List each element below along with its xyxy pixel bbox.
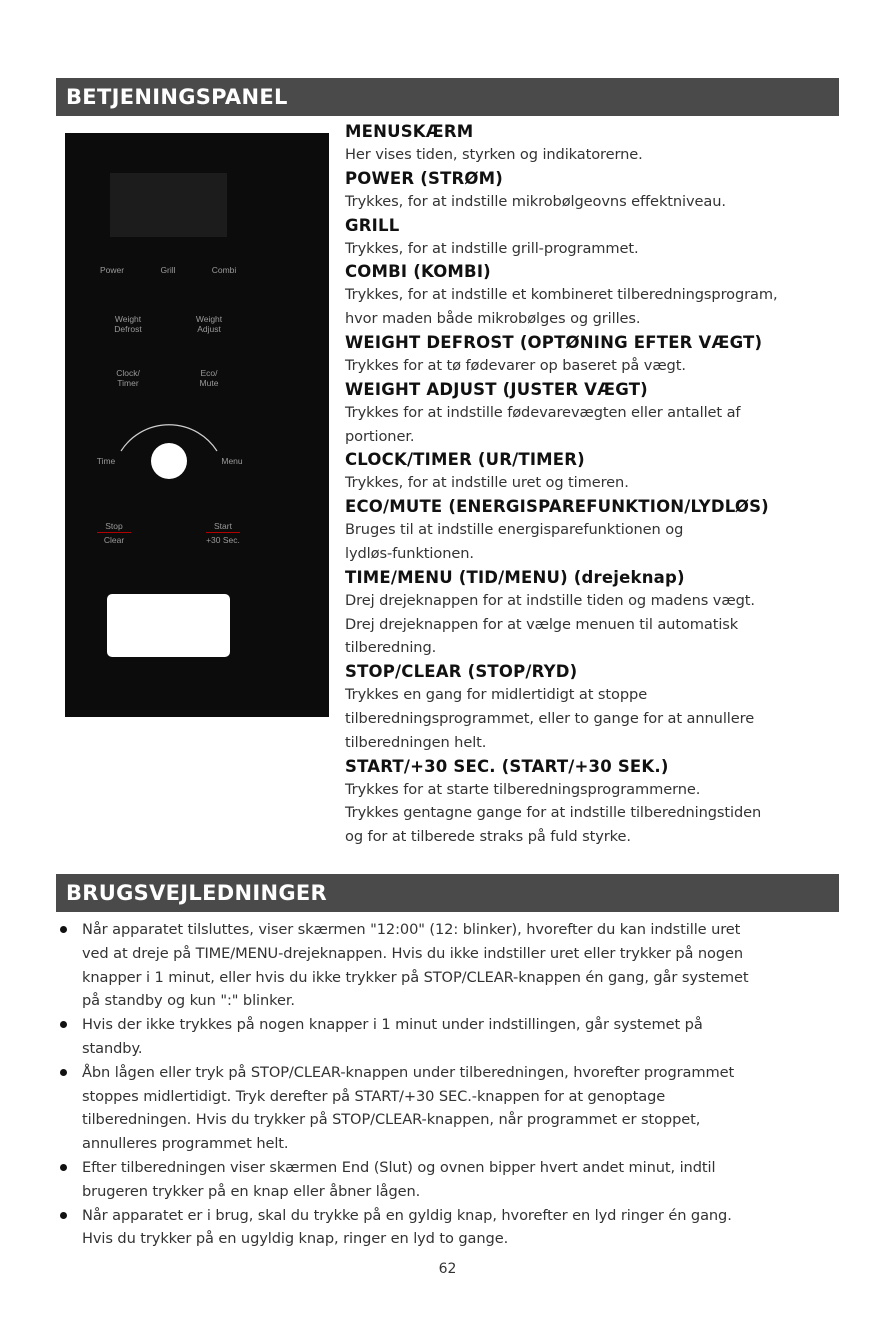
bullet-icon [60, 1069, 67, 1076]
desc-text: Trykkes en gang for midlertidigt at stoppe tilberedningsprogrammet, eller to gange for at annullere tilberedningen helt. [345, 686, 755, 751]
bullet-icon [60, 1021, 67, 1028]
start-label: Start [214, 521, 232, 531]
list-item [60, 1061, 840, 1156]
desc-text: Trykkes for at starte tilberedningsprogrammerne. Trykkes gentagne gange for at indstille tilberedningstiden og for at tilberede straks på fuld styrke. [345, 780, 762, 846]
desc-text: Trykkes, for at indstille grill-programmet. [345, 239, 639, 257]
clock-timer-label: Clock/ Timer [116, 368, 140, 388]
desc-heading: COMBI (KOMBI) [345, 262, 491, 282]
control-panel-illustration [65, 133, 329, 717]
time-menu-knob [151, 443, 187, 479]
desc-heading: POWER (STRØM) [345, 168, 504, 188]
combi-label: Combi [211, 265, 237, 275]
list-item-text: Åbn lågen eller tryk på STOP/CLEAR-knappen under tilberedningen, hvorefter programmet stoppes midlertidigt. Tryk derefter på START/+30 SEC.-knappen for at genoptage tilberedningen. Hvis du trykker på STOP/CLEAR-knappen, når programmet er stoppet, annulleres programmet helt. [82, 1063, 735, 1153]
usage-list [60, 918, 840, 1251]
list-item [60, 1204, 840, 1252]
list-item [60, 918, 840, 1013]
clear-label: Clear [103, 535, 125, 545]
desc-text: Trykkes, for at indstille et kombineret tilberedningsprogram, hvor maden både mikrobølges og grilles. [345, 286, 778, 328]
desc-text: Trykkes for at tø fødevarer op baseret på vægt. [345, 356, 686, 374]
desc-text: Bruges til at indstille energisparefunktionen og lydløs-funktionen. [345, 521, 684, 562]
desc-heading: WEIGHT DEFROST (OPTØNING EFTER VÆGT) [345, 332, 763, 352]
stop-label: Stop [105, 521, 123, 531]
list-item-text: Efter tilberedningen viser skærmen End (Slut) og ovnen bipper hvert andet minut, indtil brugeren trykker på en knap eller åbner lågen. [82, 1158, 716, 1200]
desc-text: Trykkes, for at indstille mikrobølgeovns effektniveau. [345, 192, 726, 210]
bullet-icon [60, 1212, 67, 1219]
bullet-icon [60, 1164, 67, 1171]
desc-text: Her vises tiden, styrken og indikatorerne. [345, 146, 643, 163]
menu-label: Menu [221, 456, 243, 466]
stop-divider [97, 532, 131, 533]
bullet-icon [60, 926, 67, 933]
door-open-button-illustration [107, 594, 230, 657]
list-item-text: Når apparatet tilsluttes, viser skærmen "12:00" (12: blinker), hvorefter du kan indstille uret ved at dreje på TIME/MENU-drejeknappen. Hvis du ikke indstiller uret eller trykker på nogen knapper i 1 minut, eller hvis du ikke trykker på STOP/CLEAR-knappen én gang, går systemet på standby og kun ":" blinker. [82, 921, 749, 1010]
desc-heading: WEIGHT ADJUST (JUSTER VÆGT) [345, 379, 648, 399]
desc-heading: MENUSKÆRM [345, 122, 474, 141]
desc-text: Trykkes for at indstille fødevarevægten eller antallet af portioner. [345, 403, 741, 445]
page-number: 62 [438, 1261, 457, 1277]
section-title-usage: BRUGSVEJLEDNINGER [56, 874, 839, 912]
plus30-label: +30 Sec. [206, 535, 240, 545]
desc-text: Drej drejeknappen for at indstille tiden og madens vægt. Drej drejeknappen for at vælge menuen til automatisk tilberedning. [345, 591, 755, 657]
desc-heading: STOP/CLEAR (STOP/RYD) [345, 662, 578, 682]
list-item [60, 1013, 840, 1061]
desc-text: Trykkes, for at indstille uret og timeren. [345, 474, 629, 492]
weight-defrost-label: Weight Defrost [114, 314, 142, 334]
desc-heading: ECO/MUTE (ENERGISPAREFUNKTION/LYDLØS) [345, 497, 769, 517]
desc-heading: START/+30 SEC. (START/+30 SEK.) [345, 756, 669, 776]
power-label: Power [99, 265, 125, 275]
section-title-control-panel: BETJENINGSPANEL [56, 78, 839, 116]
weight-adjust-label: Weight Adjust [195, 314, 223, 334]
control-descriptions [345, 120, 845, 849]
desc-heading: TIME/MENU (TID/MENU) (drejeknap) [345, 567, 685, 587]
start-divider [206, 532, 240, 533]
list-item-text: Når apparatet er i brug, skal du trykke på en gyldig knap, hvorefter en lyd ringer én gang. Hvis du trykker på en ugyldig knap, ringer en lyd to gange. [82, 1206, 732, 1248]
desc-heading: CLOCK/TIMER (UR/TIMER) [345, 450, 585, 470]
eco-mute-label: Eco/ Mute [199, 368, 219, 388]
list-item-text: Hvis der ikke trykkes på nogen knapper i 1 minut under indstillingen, går systemet på standby. [82, 1016, 703, 1057]
time-label: Time [96, 456, 116, 466]
desc-heading: GRILL [345, 215, 400, 235]
list-item [60, 1156, 840, 1204]
grill-label: Grill [160, 265, 176, 275]
